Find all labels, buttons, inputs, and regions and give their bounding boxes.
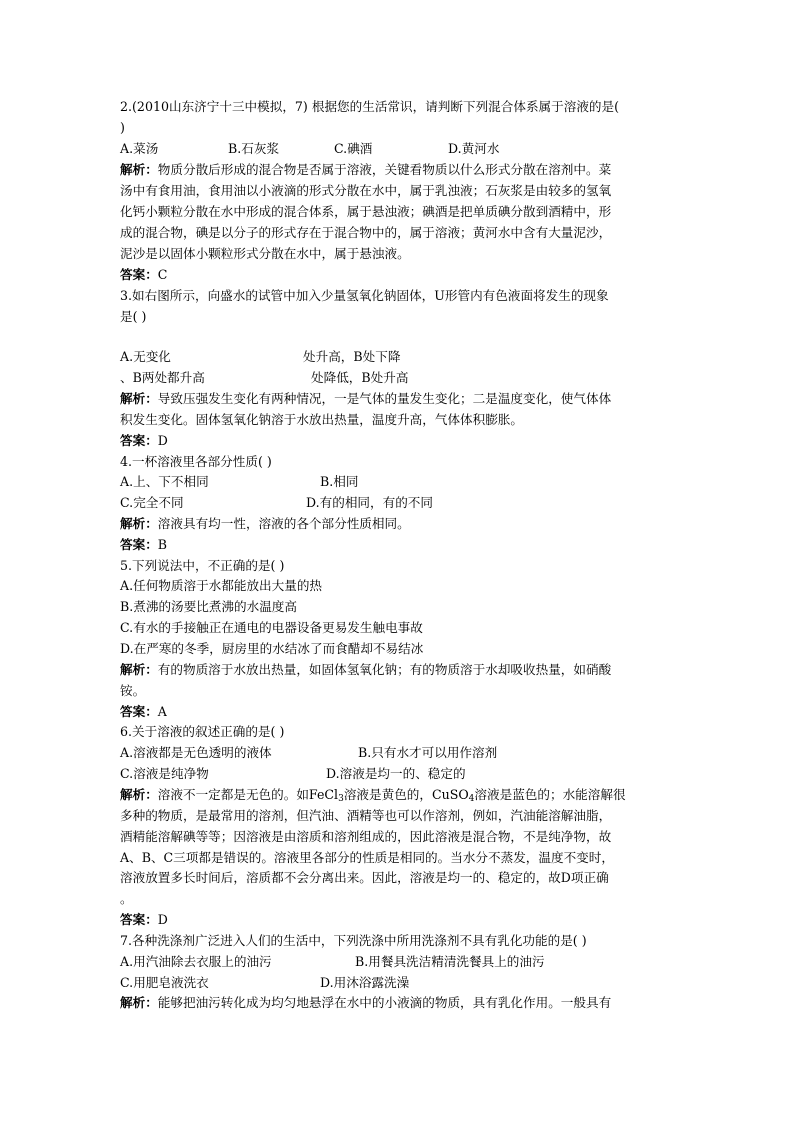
q7-option-a: A.用汽油除去衣服上的油污 <box>120 954 272 969</box>
q4-analysis <box>120 513 410 534</box>
q2-stem-line-1: 2.(2010山东济宁十三中模拟，7) 根据您的生活常识，请判断下列混合体系属于溶液的是( <box>120 99 620 114</box>
analysis-label: 解析： <box>120 662 158 677</box>
q3-option-d: 处降低，B处升高 <box>311 370 409 385</box>
q5-option-b: B.煮沸的汤要比煮沸的水温度高 <box>120 599 297 614</box>
answer-label: 答案： <box>120 912 158 927</box>
q7-stem: 7.各种洗涤剂广泛进入人们的生活中，下列洗涤中所用洗涤剂不具有乳化功能的是( ) <box>120 933 587 948</box>
q4-stem: 4.一杯溶液里各部分性质( ) <box>120 454 272 469</box>
q6-stem: 6.关于溶液的叙述正确的是( ) <box>120 724 285 739</box>
q2-option-c: C.碘酒 <box>334 141 373 156</box>
q6-option-a: A.溶液都是无色透明的液体 <box>120 745 272 760</box>
q5-option-c: C.有水的手接触正在通电的电器设备更易发生触电事故 <box>120 620 423 635</box>
q2-analysis-line-3: 化钙小颗粒分散在水中形成的混合体系，属于悬浊液；碘酒是把单质碘分散到酒精中，形 <box>120 204 612 219</box>
q6-analysis-line-2: 多种的物质，是最常用的溶剂，但汽油、酒精等也可以作溶剂，例如，汽油能溶解油脂， <box>120 808 612 823</box>
analysis-text: 溶液是蓝色的；水能溶解很 <box>474 787 626 802</box>
q4-option-c: C.完全不同 <box>120 495 184 510</box>
q2-analysis-line-5: 泥沙是以固体小颗粒形式分散在水中，属于悬浊液。 <box>120 246 410 261</box>
q2-option-a: A.菜汤 <box>120 141 159 156</box>
analysis-text: 溶液是黄色的，CuSO <box>343 787 469 802</box>
q6-answer <box>120 909 168 930</box>
q7-analysis-line-1 <box>120 992 611 1013</box>
q3-stem-line-1: 3.如右图所示，向盛水的试管中加入少量氢氧化钠固体，U形管内有色液面将发生的现象 <box>120 288 609 303</box>
answer-label: 答案： <box>120 433 158 448</box>
analysis-label: 解析： <box>120 995 158 1010</box>
answer-label: 答案： <box>120 267 158 282</box>
q2-analysis-line-4: 成的混合物，碘是以分子的形式存在于混合物中的，属于溶液；黄河水中含有大量泥沙， <box>120 225 612 240</box>
q4-option-a: A.上、下不相同 <box>120 474 209 489</box>
q4-option-b: B.相同 <box>320 474 359 489</box>
q4-answer <box>120 534 167 555</box>
q6-option-d: D.溶液是均一的、稳定的 <box>326 766 466 781</box>
q2-option-b: B.石灰浆 <box>228 141 280 156</box>
subscript: 4 <box>468 794 475 804</box>
answer-value: A <box>157 704 167 719</box>
analysis-label: 解析： <box>120 516 158 531</box>
q7-option-c: C.用肥皂液洗衣 <box>120 975 209 990</box>
q3-analysis-line-2: 积发生变化。固体氢氧化钠溶于水放出热量，温度升高，气体体积膨胀。 <box>120 412 523 427</box>
answer-value: D <box>157 912 168 927</box>
q5-stem: 5.下列说法中，不正确的是( ) <box>120 558 285 573</box>
q6-analysis-line-6: 。 <box>120 891 133 906</box>
q2-answer <box>120 264 167 285</box>
q6-analysis-line-1 <box>120 784 626 805</box>
q6-option-c: C.溶液是纯净物 <box>120 766 209 781</box>
analysis-text: 溶液不一定都是无色的。如FeCl <box>157 787 339 802</box>
analysis-text: 能够把油污转化成为均匀地悬浮在水中的小液滴的物质，具有乳化作用。一般具有 <box>157 995 612 1010</box>
q3-option-b: 处升高，B处下降 <box>303 349 401 364</box>
q2-stem-line-2: ) <box>120 120 125 135</box>
q2-analysis-line-2: 汤中有食用油，食用油以小液滴的形式分散在水中，属于乳浊液；石灰浆是由较多的氢氧 <box>120 183 612 198</box>
q5-analysis-line-2: 铵。 <box>120 683 146 698</box>
q3-option-a: A.无变化 <box>120 349 171 364</box>
q6-analysis-line-4: A、B、C三项都是错误的。溶液里各部分的性质是相同的。当水分不蒸发，温度不变时， <box>120 850 614 865</box>
analysis-label: 解析： <box>120 391 158 406</box>
answer-value: D <box>157 433 168 448</box>
q3-answer <box>120 430 168 451</box>
answer-label: 答案： <box>120 537 158 552</box>
q7-option-b: B.用餐具洗洁精清洗餐具上的油污 <box>355 954 545 969</box>
q3-option-c: 、B两处都升高 <box>120 370 205 385</box>
analysis-text: 有的物质溶于水放出热量，如固体氢氧化钠；有的物质溶于水却吸收热量，如硝酸 <box>157 662 612 677</box>
analysis-text: 物质分散后形成的混合物是否属于溶液，关键看物质以什么形式分散在溶剂中。菜 <box>157 162 612 177</box>
q5-option-a: A.任何物质溶于水都能放出大量的热 <box>120 578 323 593</box>
answer-label: 答案： <box>120 704 158 719</box>
q2-option-d: D.黄河水 <box>448 141 500 156</box>
q3-analysis-line-1 <box>120 388 611 409</box>
q5-analysis-line-1 <box>120 659 611 680</box>
analysis-label: 解析： <box>120 787 158 802</box>
analysis-label: 解析： <box>120 162 158 177</box>
analysis-text: 导致压强发生变化有两种情况，一是气体的量发生变化；二是温度变化，使气体体 <box>157 391 612 406</box>
subscript: 3 <box>338 794 344 804</box>
answer-value: B <box>157 537 168 552</box>
q6-option-b: B.只有水才可以用作溶剂 <box>358 745 498 760</box>
q3-stem-line-2: 是( ) <box>120 309 147 324</box>
answer-value: C <box>157 267 168 282</box>
q7-option-d: D.用沐浴露洗澡 <box>320 975 410 990</box>
q5-answer <box>120 701 167 722</box>
q2-analysis-line-1 <box>120 159 611 180</box>
q5-option-d: D.在严寒的冬季，厨房里的水结冰了而食醋却不易结冰 <box>120 641 424 656</box>
q6-analysis-line-3: 酒精能溶解碘等等；因溶液是由溶质和溶剂组成的，因此溶液是混合物，不是纯净物，故 <box>120 829 612 844</box>
q4-option-d: D.有的相同，有的不同 <box>306 495 433 510</box>
analysis-text: 溶液具有均一性，溶液的各个部分性质相同。 <box>157 516 410 531</box>
q6-analysis-line-5: 溶液放置多长时间后，溶质都不会分离出来。因此，溶液是均一的、稳定的，故D项正确 <box>120 870 609 885</box>
